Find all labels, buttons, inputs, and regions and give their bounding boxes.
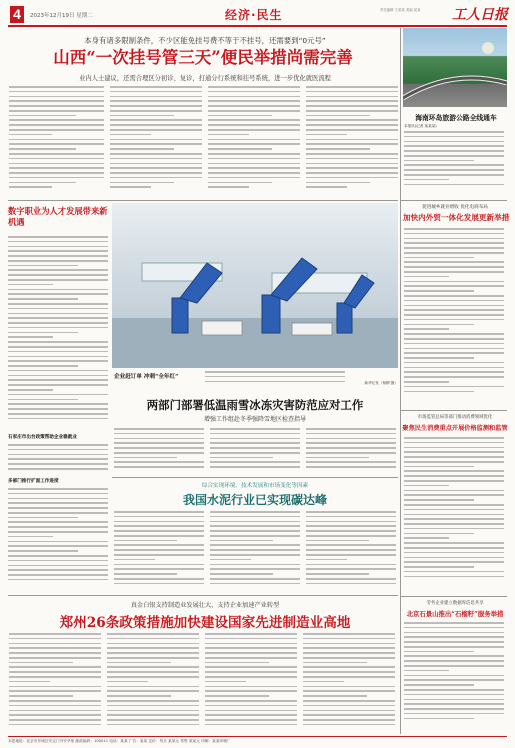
cold-headline: 两部门部署低温雨雪冰冻灾害防范应对工作 [146,398,364,412]
factory-robot-photo [112,203,398,368]
factory-credit: 新华社发（杨柳 摄） [364,381,398,385]
beijing-headline: 北京石景山推出“石榴籽”服务举措 [406,610,504,618]
consumer-kicker: 市场监管总局等部门推动消费领域优化 [417,415,493,420]
divider-right-1 [400,200,507,201]
cold-body-col-1 [114,428,204,473]
cement-headline: 我国水泥行业已实现碳达峰 [182,493,327,507]
beijing-kicker: 劳务企业建立数据库信息共享 [426,601,484,606]
rural-kicker: 促进城乡就业增收 优化电商布局 [422,205,488,210]
lead-body-col-1 [9,86,104,198]
editor-line: 责任编辑 王某某 美编 某某 [380,8,421,12]
lead-deck: 业内人士建议，还需合理区分初诊、复诊，打通分行系统和挂号系统，进一步优化就医流程 [79,75,331,82]
factory-caption-body [205,371,345,387]
rural-body [404,228,504,406]
digital-careers-headline: 数字职业为人才发展带来新机遇 [8,206,108,227]
divider-top [8,200,398,201]
zhengzhou-body-col-3 [205,633,297,731]
short-a-body [8,444,108,474]
footer-text: 本报地址：北京市东城区安定门外安华里 邮政编码：100011 电话：某某 广告：某某 定价：每月 某某元 零售 某某元 印刷：某某印刷厂 [8,739,231,743]
column-rule [400,28,401,734]
cold-deck: 增强工作组赴冬季强降雪地区检查指导 [203,416,306,423]
divider-right-2 [400,410,507,411]
hainan-lead: 本报讯(记者 某某某) [404,124,437,128]
cold-body-col-2 [210,428,300,473]
lead-headline: 山西“一次挂号管三天”便民举措尚需完善 [53,48,353,67]
factory-caption: 企业赶订单 冲刺“全年红” [114,374,179,380]
beijing-body [404,622,504,730]
hainan-road-photo [403,28,507,107]
zhengzhou-kicker: 真金白银支持制造业发展壮大，支持企业加速产业转型 [130,602,280,609]
short-a-headline: 石家庄市出台政策帮助企业稳就业 [8,435,77,440]
rural-headline: 加快内外贸一体化发展更新举措 [403,213,510,222]
short-b-body [8,488,108,586]
hainan-headline: 海南环岛旅游公路全线通车 [415,114,497,122]
hainan-body [404,131,504,193]
zhengzhou-body-col-4 [303,633,395,731]
paper-name: 工人日报 [452,7,508,23]
lead-body-col-4 [306,86,398,198]
page-number-box [10,6,24,23]
factory-drawing [112,203,398,368]
cement-kicker: 综合实现环境、技术发展和市场变化等因素 [201,483,309,489]
cement-body-col-3 [306,511,396,591]
cold-body-col-3 [306,428,396,473]
cement-body-col-1 [114,511,204,591]
divider-bottom [8,595,398,596]
date-line: 2023年12月19日 星期二 [30,13,93,19]
lead-body-col-2 [110,86,202,198]
digital-careers-body [8,236,108,430]
zhengzhou-headline: 郑州26条政策措施加快建设国家先进制造业高地 [59,615,351,631]
lead-kicker: 本身有诸多限制条件，不少区能免挂号费不等于不挂号，还需要到“0元号” [84,36,326,45]
lead-body-col-3 [208,86,300,198]
zhengzhou-body-col-1 [9,633,101,731]
consumer-body [404,437,504,587]
divider-right-3 [400,596,507,597]
footer-rule [8,736,507,737]
page-number: 4 [13,6,21,22]
section-name: 经济·民生 [225,8,283,22]
road-drawing [403,28,507,107]
cement-body-col-2 [210,511,300,591]
short-b-headline: 多部门推行扩面工作进度 [8,479,59,484]
masthead-rule [8,25,507,27]
consumer-headline: 聚焦民生消费重点开展价格监测和监管 [402,425,508,432]
zhengzhou-body-col-2 [107,633,199,731]
divider-mid [112,477,398,478]
